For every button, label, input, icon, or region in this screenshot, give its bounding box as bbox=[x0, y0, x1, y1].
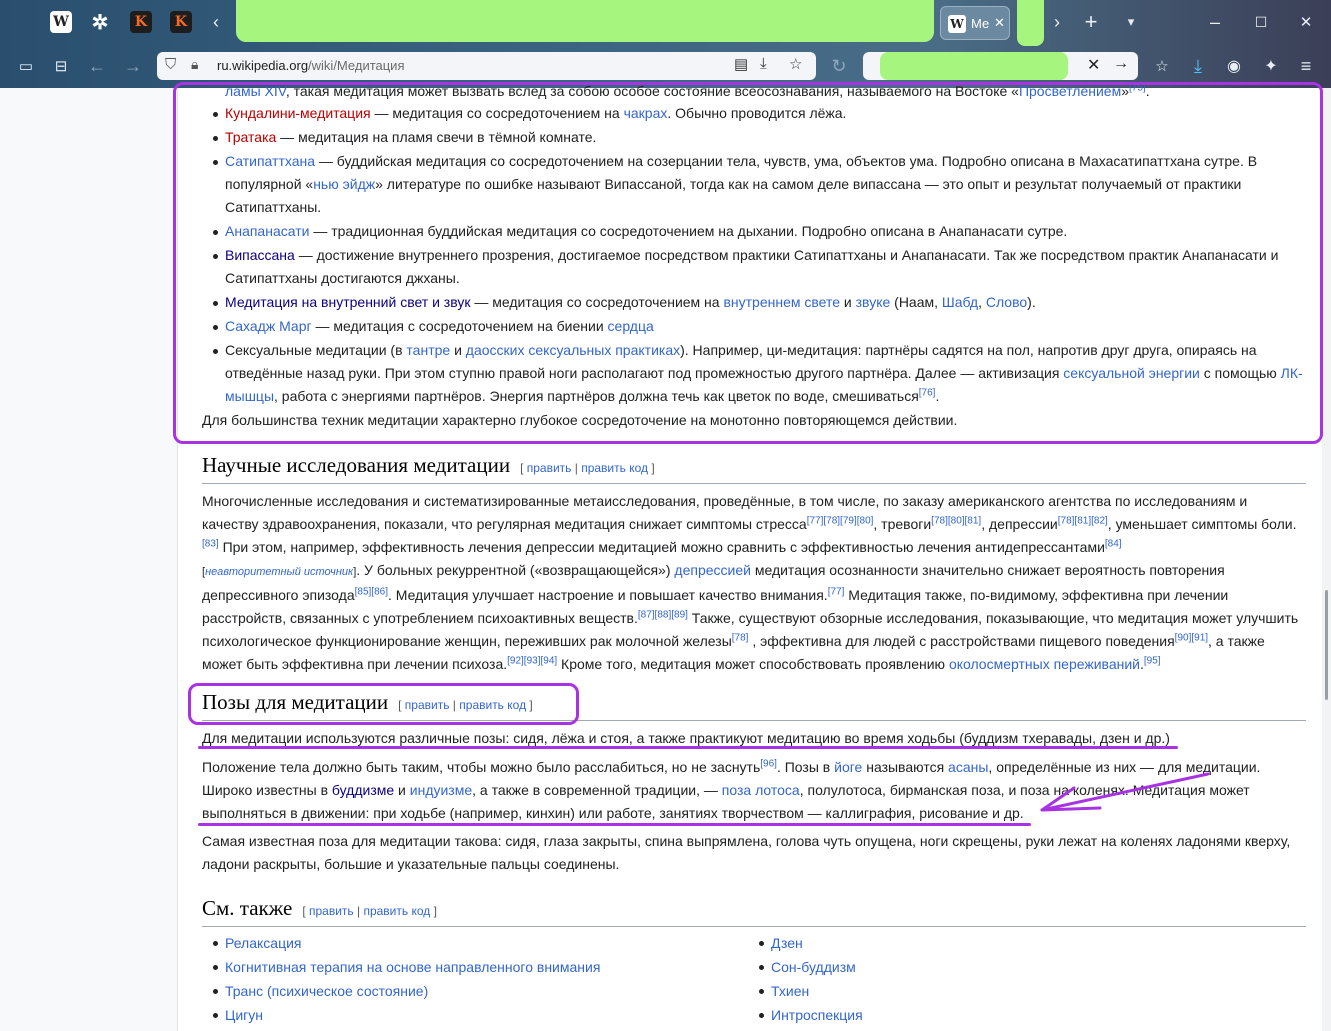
poses-paragraph-1: Для медитации используются различные позы: сидя, лёжа и стоя, а также практикуют медитацию во время ходьбы (буддизм тхеравады, дзен и др.) bbox=[202, 730, 1170, 746]
lock-icon[interactable]: 🔒︎ bbox=[191, 56, 199, 72]
item-text: и bbox=[840, 294, 856, 310]
link-enlightenment[interactable]: Просветлением bbox=[1018, 83, 1122, 99]
favorites-icon[interactable]: ☆ bbox=[1155, 58, 1169, 75]
ref-group[interactable]: [83] bbox=[202, 538, 219, 550]
address-bar[interactable] bbox=[157, 52, 816, 80]
shield-icon[interactable]: ⛉ bbox=[165, 56, 177, 73]
browser-chrome bbox=[0, 0, 1331, 88]
intro-end: . bbox=[1145, 83, 1150, 99]
link-kundalini[interactable]: Кундалини-медитация bbox=[225, 105, 371, 121]
downloads-icon[interactable]: ⤓ bbox=[1194, 55, 1202, 76]
link-depression[interactable]: депрессией bbox=[674, 562, 751, 578]
redacted-search-text bbox=[880, 52, 1068, 80]
ref-group[interactable]: [78] bbox=[731, 632, 749, 644]
annotation-underline-1 bbox=[198, 746, 1178, 749]
list-item bbox=[748, 1003, 1306, 1027]
item-text: — буддийская медитация со сосредоточением на созерцании тела, чувств, ума, объектов ума. Подробно описана в Махасатипаттхана сутре. В популярной « bbox=[225, 153, 1258, 192]
list-item bbox=[748, 955, 1306, 979]
link-asanas[interactable]: асаны bbox=[948, 759, 989, 775]
minimize-icon[interactable]: – bbox=[1209, 11, 1220, 32]
item-text: — медитация с сосредоточением на биении bbox=[311, 318, 608, 334]
item-text: » литературе по ошибке называют Випассаной, тогда как на самом деле випассана — это опыт и результат получаемый от практики Сатипаттханы. bbox=[225, 176, 1242, 215]
redacted-tab-group bbox=[236, 0, 934, 42]
research-text: . Медитация улучшает настроение и повышает качество внимания. bbox=[387, 587, 828, 603]
ref-group[interactable]: [90][91] bbox=[1174, 632, 1209, 644]
item-text: ). bbox=[1027, 294, 1036, 310]
close-window-icon[interactable]: ✕ bbox=[1299, 14, 1313, 31]
research-text: медитация осознанности значительно снижает вероятность повторения депрессивного эпизода bbox=[202, 562, 1225, 603]
maximize-icon[interactable]: ☐ bbox=[1254, 13, 1268, 30]
k-tab-icon-2[interactable]: K bbox=[170, 11, 192, 33]
close-tab-icon[interactable]: ✕ bbox=[994, 15, 1005, 30]
link-inner-light-sound[interactable]: Медитация на внутренний свет и звук bbox=[225, 294, 471, 310]
forward-icon[interactable]: → bbox=[124, 55, 142, 76]
link-lama[interactable]: ламы XIV bbox=[225, 83, 286, 99]
research-paragraph bbox=[202, 490, 1306, 676]
settings-tab-icon[interactable]: ✲ bbox=[91, 10, 109, 34]
item-text: Сексуальные медитации (в bbox=[225, 342, 407, 358]
list-item bbox=[748, 931, 1306, 955]
ref-group[interactable]: [87][88][89] bbox=[637, 609, 688, 621]
see-also-link[interactable]: Транс (психическое состояние) bbox=[225, 983, 429, 999]
heading-text: Позы для медитации bbox=[202, 690, 389, 714]
reader-view-icon[interactable]: ▤ bbox=[734, 56, 749, 73]
see-also-link[interactable]: Интроспекция bbox=[771, 1007, 863, 1023]
extensions-icon[interactable]: ✦ bbox=[1264, 58, 1278, 75]
sidebar-icon[interactable]: ▭ bbox=[18, 58, 34, 75]
poses-text: , а также в современной традиции, — bbox=[472, 782, 722, 798]
research-text: . У больных рекуррентной («возвращающейся») bbox=[356, 562, 675, 578]
ref-group[interactable]: [77][78][79][80] bbox=[806, 515, 874, 527]
research-text: Также, существуют обзорные исследования, показывающие, что медитация может улучшить психологическое функционирование женщин, переживших рак молочной железы bbox=[202, 610, 1299, 649]
ref-group[interactable]: [85][86] bbox=[354, 586, 388, 598]
see-also-link[interactable]: Когнитивная терапия на основе направленного внимания bbox=[225, 959, 601, 975]
edit-links: [ править | править код ] bbox=[302, 904, 437, 918]
item-text: — медитация на пламя свечи в тёмной комнате. bbox=[276, 129, 597, 145]
list-item bbox=[202, 979, 760, 1003]
item-text: ). Например, ци-медитация: партнёры садятся на пол, напротив друг друга, опираясь на отведённые назад руки. При этом ступню правой ноги располагают под промежностью другого партнёра. Далее — активизация bbox=[225, 342, 1257, 381]
research-text: , эффективна для людей с расстройствами пищевого поведения bbox=[748, 633, 1175, 649]
poses-text: , определённые из них — для медитации. Широко известны в bbox=[202, 759, 1261, 798]
link-buddhism[interactable]: буддизме bbox=[331, 782, 395, 798]
item-text: — медитация со сосредоточением на bbox=[370, 105, 624, 121]
k-tab-icon[interactable]: K bbox=[130, 11, 152, 33]
link-chakras[interactable]: чакрах bbox=[623, 105, 668, 121]
link-pc-muscle[interactable]: ЛК-мышцы bbox=[225, 365, 1303, 404]
link-sahaj-marg[interactable]: Сахадж Марг bbox=[225, 318, 312, 334]
poses-text: называются bbox=[862, 759, 949, 775]
tabs-scroll-right-icon[interactable]: › bbox=[1054, 11, 1060, 32]
edit-link[interactable]: править bbox=[526, 461, 572, 475]
active-tab-title: Ме bbox=[971, 16, 990, 31]
list-item bbox=[202, 931, 760, 955]
ref-96[interactable]: [96] bbox=[760, 758, 777, 770]
link-shabd[interactable]: Шабд bbox=[941, 294, 979, 310]
bookmark-star-icon[interactable]: ☆ bbox=[789, 56, 803, 73]
ref-76[interactable]: [76] bbox=[918, 387, 936, 399]
url-text[interactable]: ru.wikipedia.org/wiki/Медитация bbox=[217, 58, 405, 73]
link-sexual-energy[interactable]: сексуальной энергии bbox=[1063, 365, 1200, 381]
link-new-age[interactable]: нью эйдж bbox=[313, 176, 376, 192]
see-also-link[interactable]: Тхиен bbox=[771, 983, 810, 999]
wikipedia-tab-icon[interactable]: W bbox=[50, 11, 72, 33]
link-taoist-practices[interactable]: даосских сексуальных практиках bbox=[465, 342, 681, 358]
edit-links: [ править | править код ] bbox=[520, 461, 655, 475]
see-also-link[interactable]: Сон-буддизм bbox=[771, 959, 856, 975]
list-item bbox=[202, 1003, 760, 1027]
clear-search-icon[interactable]: ✕ bbox=[1087, 57, 1101, 74]
see-also-link[interactable]: Релаксация bbox=[225, 935, 302, 951]
annotation-box-techniques bbox=[173, 82, 1323, 444]
collections-icon[interactable]: ⊟ bbox=[54, 58, 68, 75]
poses-text: . Позы в bbox=[776, 759, 835, 775]
edit-code-link[interactable]: править код bbox=[363, 904, 431, 918]
scrollbar[interactable] bbox=[1322, 88, 1331, 1031]
link-sound[interactable]: звуке bbox=[855, 294, 891, 310]
edit-links: [ править | править код ] bbox=[398, 698, 533, 712]
research-text: Многочисленные исследования и систематизированные метаисследования, проведённые, в том числе, по заказу американского агентства по исследованиям и качеству здравоохранения, показали, что регулярная медитация снижает симптомы стресса bbox=[202, 493, 1248, 532]
back-icon[interactable]: ← bbox=[88, 55, 106, 76]
page-sidebar bbox=[0, 88, 178, 1031]
list-item bbox=[202, 955, 760, 979]
ref-group[interactable]: [77] bbox=[827, 586, 845, 598]
item-text: — достижение внутреннего прозрения, достигаемое посредством практики Сатипаттханы и Анапанасати. Так же посредством практик Анапанасати и Сатипаттханы достигаются джханы. bbox=[225, 247, 1279, 286]
link-tantra[interactable]: тантре bbox=[406, 342, 451, 358]
wikipedia-icon: W bbox=[948, 15, 966, 33]
link-vipassana[interactable]: Випассана bbox=[225, 247, 295, 263]
unreliable-tag: [неавторитетный источник] bbox=[202, 566, 357, 578]
edit-link[interactable]: править bbox=[308, 904, 354, 918]
link-anapanasati[interactable]: Анапанасати bbox=[225, 223, 310, 239]
intro-quote: » bbox=[1121, 83, 1130, 99]
heading-text: Научные исследования медитации bbox=[202, 453, 511, 477]
techniques-summary: Для большинства техник медитации характерно глубокое сосредоточение на монотонно повторяющемся действии. bbox=[202, 412, 958, 428]
edit-code-link[interactable]: править код bbox=[459, 698, 527, 712]
profile-avatar[interactable]: ◉ bbox=[1227, 58, 1241, 75]
ref-group[interactable]: [95] bbox=[1143, 655, 1161, 667]
annotation-underline-2 bbox=[198, 823, 1031, 826]
item-text: — традиционная буддийская медитация со сосредоточением на дыхании. Подробно описана в Анапанасати сутре. bbox=[309, 223, 1068, 239]
redacted-tab bbox=[1017, 0, 1044, 46]
see-also-columns bbox=[202, 931, 1306, 1027]
poses-paragraph-3: Самая известная поза для медитации такова: сидя, глаза закрыты, спина выпрямлена, голова чуть опущена, ноги скрещены, руки лежат на коленях ладонями кверху, ладони раскрыты, большие и указательные пальцы соединены. bbox=[202, 833, 1291, 872]
item-text: — медитация со сосредоточением на bbox=[470, 294, 724, 310]
section-heading-see-also bbox=[202, 897, 1306, 927]
active-tab[interactable] bbox=[940, 6, 1010, 40]
tabs-scroll-left-icon[interactable]: ‹ bbox=[213, 11, 219, 32]
ref-75[interactable]: [75] bbox=[1129, 82, 1146, 94]
unreliable-source-link[interactable]: неавторитетный источник bbox=[205, 566, 354, 578]
research-text: Медитация также, по-видимому, эффективна при лечении расстройств, связанных с употреблением психоактивных веществ. bbox=[202, 587, 1229, 626]
see-also-link[interactable]: Цигун bbox=[225, 1007, 264, 1023]
annotation-box-poses-heading bbox=[188, 683, 579, 725]
ref-group[interactable]: [78][81][82] bbox=[1057, 515, 1108, 527]
ref-group[interactable]: [78][80][81] bbox=[931, 515, 982, 527]
list-item bbox=[748, 979, 1306, 1003]
research-text: Кроме того, медитация может способствовать проявлению bbox=[557, 656, 949, 672]
research-text: , тревоги bbox=[873, 516, 932, 532]
menu-icon[interactable]: ≡ bbox=[1300, 55, 1312, 76]
link-word[interactable]: Слово bbox=[985, 294, 1028, 310]
scrollbar-thumb[interactable] bbox=[1325, 590, 1328, 700]
heading-text: См. также bbox=[202, 896, 293, 920]
item-text: . bbox=[935, 388, 940, 404]
research-text: . bbox=[1140, 656, 1144, 672]
item-text: , bbox=[978, 294, 986, 310]
link-lotus[interactable]: поза лотоса bbox=[721, 782, 800, 798]
link-satipatthana[interactable]: Сатипаттхана bbox=[225, 153, 316, 169]
research-text: , а также может быть эффективна при лечении психоза. bbox=[202, 633, 1265, 672]
section-heading-research bbox=[202, 454, 1306, 484]
see-also-link[interactable]: Дзен bbox=[771, 935, 803, 951]
edit-code-link[interactable]: править код bbox=[581, 461, 649, 475]
new-tab-icon[interactable]: + bbox=[1084, 9, 1098, 34]
item-text: , работа с энергиями партнёров. Энергия партнёров должна течь как цветок по воде, смешиваться bbox=[274, 388, 919, 404]
ref-group[interactable]: [92][93][94] bbox=[507, 655, 558, 667]
search-go-icon[interactable]: → bbox=[1113, 55, 1129, 72]
poses-text: , полулотоса, бирманская поза, и поза на коленях. Медитация может выполняться в движении: при ходьбе (например, кинхин) или работе, занятиях творчеством — каллиграфия, рисование и др. bbox=[202, 782, 1250, 821]
see-also-right bbox=[748, 931, 1306, 1027]
item-text: . Обычно проводится лёжа. bbox=[667, 105, 847, 121]
link-inner-light[interactable]: внутреннем свете bbox=[723, 294, 841, 310]
research-text: , депрессии bbox=[981, 516, 1058, 532]
poses-text: и bbox=[394, 782, 410, 798]
item-text: с помощью bbox=[1199, 365, 1281, 381]
item-text: и bbox=[450, 342, 466, 358]
research-text: При этом, например, эффективность лечения депрессии медитацией можно сравнить с эффективностью лечения антидепрессантами bbox=[218, 539, 1105, 555]
annotation-arrow-icon bbox=[1030, 770, 1220, 820]
link-heart[interactable]: сердца bbox=[607, 318, 654, 334]
link-yoga[interactable]: йоге bbox=[834, 759, 863, 775]
tab-list-chevron-icon[interactable]: ▾ bbox=[1127, 14, 1135, 29]
research-text: , уменьшает симптомы боли. bbox=[1107, 516, 1297, 532]
ref-group[interactable]: [84] bbox=[1104, 538, 1122, 550]
intro-text: , такая медитация может вызвать вслед за собою особое состояние всеосознавания, называемого на Востоке « bbox=[285, 83, 1019, 99]
reload-icon[interactable]: ↻ bbox=[831, 55, 847, 76]
see-also-left bbox=[202, 931, 760, 1027]
item-text: (Наам, bbox=[890, 294, 942, 310]
poses-text: Положение тела должно быть таким, чтобы можно было расслабиться, но не заснуть bbox=[202, 759, 761, 775]
save-page-icon[interactable]: ⤓ bbox=[760, 55, 767, 72]
link-near-death[interactable]: околосмертных переживаний bbox=[948, 656, 1140, 672]
edit-link[interactable]: править bbox=[404, 698, 450, 712]
link-trataka[interactable]: Тратака bbox=[225, 129, 277, 145]
link-hinduism[interactable]: индуизме bbox=[409, 782, 473, 798]
